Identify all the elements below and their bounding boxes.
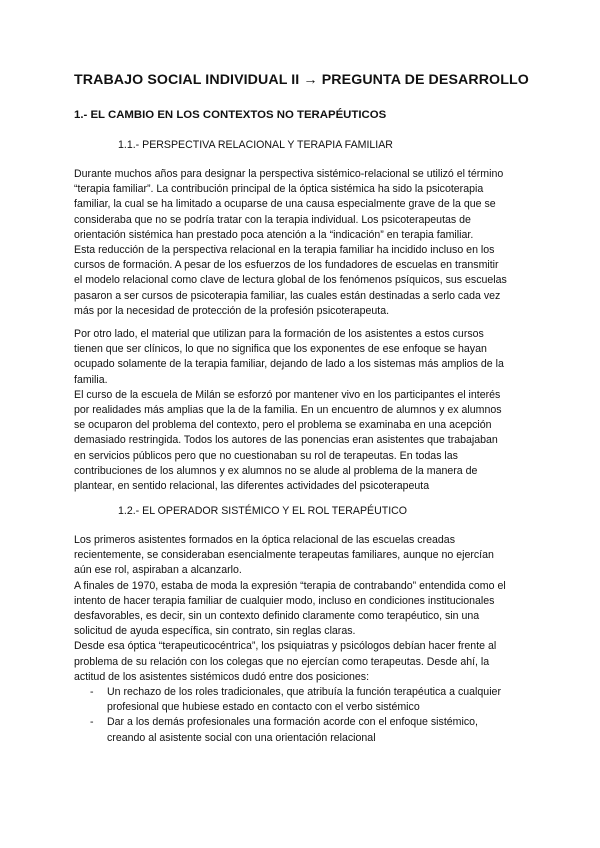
text-line: familiar, la cual se ha limitado a ocuparse de una causa especialmente grave de la que se <box>74 198 496 211</box>
section-heading-1: 1.- EL CAMBIO EN LOS CONTEXTOS NO TERAPÉUTICOS <box>74 109 387 121</box>
text-line: Un rechazo de los roles tradicionales, que atribuía la función terapéutica a cualquier <box>107 686 501 698</box>
paragraph-1-1-a <box>74 167 536 319</box>
text-line: cursos de formación. A pesar de los esfuerzos de los fundadores de escuelas en transmitir <box>74 259 499 272</box>
text-line: pasaron a ser cursos de psicoterapia familiar, las cuales están destinadas a serlo cada vez <box>74 289 501 302</box>
text-line: creando al asistente social con una orientación relacional <box>107 731 376 744</box>
paragraph-1-2-a <box>74 533 536 685</box>
text-line: ocupado solamente de la terapia familiar, dejando de lado a los sistemas más amplios de la <box>74 358 504 371</box>
text-line: Desde esa óptica “terapeuticocéntrica”, los psiquiatras y psicólogos debían hacer frente al <box>74 640 497 653</box>
text-line: Por otro lado, el material que utilizan para la formación de los asistentes a estos cursos <box>74 328 484 340</box>
text-line: por realidades más amplias que la de la familia. En un encuentro de alumnos y ex alumnos <box>74 404 502 417</box>
text-line: Los primeros asistentes formados en la óptica relacional de las escuelas creadas <box>74 534 455 546</box>
text-line: orientación sistémica han prestado poca atención a la “indicación” en terapia familiar. <box>74 228 474 241</box>
text-line: actitud de los asistentes sistémicos dudó entre dos posiciones: <box>74 670 370 683</box>
text-line: “terapia familiar”. La contribución principal de la óptica sistémica ha sido la psicoterapia <box>74 183 484 196</box>
text-line: Dar a los demás profesionales una formación acorde con el enfoque sistémico, <box>107 716 478 729</box>
text-line: tienen que ser clínicos, lo que no significa que los exponentes de ese enfoque se hayan <box>74 343 487 356</box>
text-line: más por la necesidad de protección de la profesión psicoterapeuta. <box>74 304 390 317</box>
text-line: profesional que hubiese estado en contacto con el verbo sistémico <box>107 701 420 714</box>
text-line: recientemente, se consideraban esencialmente terapeutas familiares, aunque no ejercían <box>74 549 494 562</box>
text-line: aún ese rol, aspiraban a alcanzarlo. <box>74 564 242 577</box>
text-line: demasiado restringida. Todos los autores de las ponencias eran asistentes que trabajaban <box>74 434 498 447</box>
text-line: consideraba que no se podría tratar con la terapia individual. Los psicoterapeutas de <box>74 213 471 226</box>
list-item <box>74 685 536 715</box>
text-line: Durante muchos años para designar la perspectiva sistémico-relacional se utilizó el término <box>74 168 504 180</box>
bullet-list <box>74 685 536 746</box>
text-line: A finales de 1970, estaba de moda la expresión “terapia de contrabando” entendida como el <box>74 579 506 592</box>
text-line: familia. <box>74 373 108 386</box>
text-line: El curso de la escuela de Milán se esforzó por mantener vivo en los participantes el interés <box>74 388 501 401</box>
text-line: desfavorables, es decir, sin un contexto definido claramente como terapéutico, sin una <box>74 610 480 623</box>
text-line: se ocuparon del problema del contexto, pero el problema se examinaba en una acepción <box>74 419 492 432</box>
text-line: contribuciones de los alumnos y ex alumnos no se alude al problema de la manera de <box>74 464 478 477</box>
subsection-heading-1-2: 1.2.- EL OPERADOR SISTÉMICO Y EL ROL TERAPÉUTICO <box>118 505 408 517</box>
text-line: problema de su relación con los colegas que no ejercían como terapeutas. Desde ahí, la <box>74 655 490 668</box>
text-line: Esta reducción de la perspectiva relacional en la terapia familiar ha incidido incluso en los <box>74 244 495 257</box>
paragraph-1-1-b <box>74 327 536 494</box>
subsection-heading-1-1: 1.1.- PERSPECTIVA RELACIONAL Y TERAPIA FAMILIAR <box>118 139 393 151</box>
text-line: el modelo relacional como clave de lectura global de los fenómenos psíquicos, sus escuelas <box>74 274 507 287</box>
text-line: intento de hacer terapia familiar de cualquier modo, incluso en condiciones institucionales <box>74 594 495 607</box>
bullet-marker: - <box>90 716 94 729</box>
text-line: plantear, en sentido relacional, las diferentes actividades del psicoterapeuta <box>74 480 430 493</box>
bullet-marker: - <box>90 686 94 698</box>
list-item <box>74 715 536 745</box>
text-line: solicitud de ayuda específica, sin contrato, sin reglas claras. <box>74 625 356 638</box>
text-line: en servicios públicos pero que no cuestionaban su rol de terapeutas. En todas las <box>74 449 458 462</box>
document-title: TRABAJO SOCIAL INDIVIDUAL II → PREGUNTA DE DESARROLLO <box>74 72 529 88</box>
